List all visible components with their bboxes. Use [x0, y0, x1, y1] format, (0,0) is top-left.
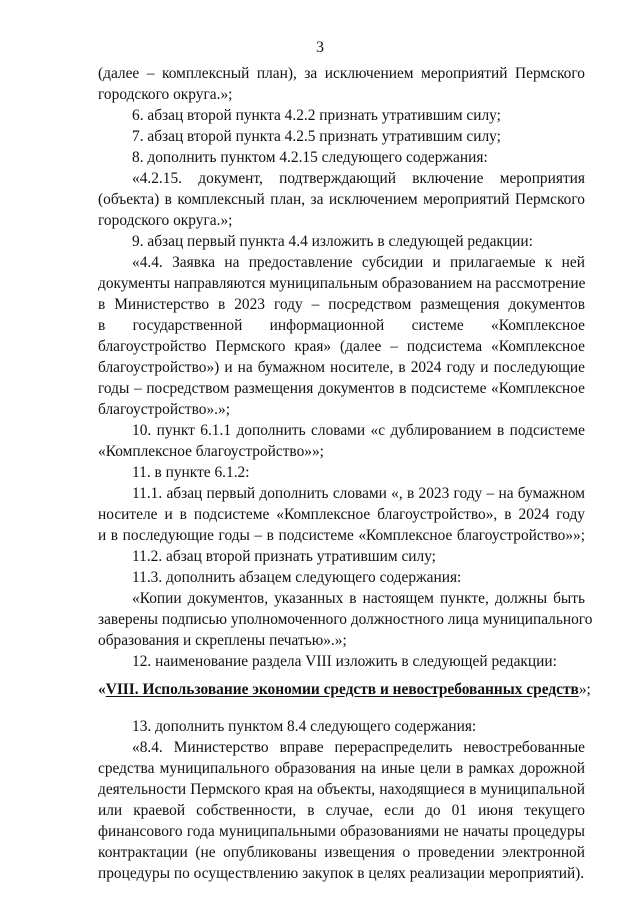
text-line: в государственной информационной системе «Комплексное — [98, 317, 585, 334]
text-line: процедуры по осуществлению закупок в целях реализации мероприятий). — [98, 865, 585, 882]
text-line: «4.2.15. документ, подтверждающий включение мероприятия — [132, 170, 585, 187]
page-number: 3 — [316, 39, 324, 56]
text-line: 6. абзац второй пункта 4.2.2 признать утратившим силу; — [132, 107, 501, 124]
text-line: годы – посредством размещения документов в подсистеме «Комплексное — [98, 380, 585, 397]
text-line: в Министерство в 2023 году – посредством размещения документов — [98, 296, 585, 313]
text-line: 13. дополнить пунктом 8.4 следующего содержания: — [132, 718, 477, 735]
text-line: заверены подписью уполномоченного должностного лица муниципального — [98, 611, 593, 628]
text-line: 12. наименование раздела VIII изложить в следующей редакции: — [132, 653, 557, 670]
text-line: и в последующие годы – в подсистеме «Комплексное благоустройство»»; — [98, 527, 585, 544]
text-line: контрактации (не опубликованы извещения о проведении электронной — [98, 844, 585, 861]
heading-text: VIII. Использование экономии средств и невостребованных средств — [105, 681, 579, 698]
text-line: 11.2. абзац второй признать утратившим силу; — [132, 548, 436, 565]
text-line: благоустройство») и на бумажном носителе, в 2024 году и последующие — [98, 359, 585, 376]
text-line: благоустройство».»; — [98, 401, 230, 418]
text-line: 11. в пункте 6.1.2: — [132, 464, 250, 481]
text-line: городского округа.»; — [98, 86, 233, 103]
section-heading — [98, 680, 591, 700]
text-line: образования и скреплены печатью».»; — [98, 632, 347, 649]
text-line: деятельности Пермского края на объекты, находящиеся в муниципальной — [98, 781, 585, 798]
text-line: 10. пункт 6.1.1 дополнить словами «с дублированием в подсистеме — [132, 422, 585, 439]
heading-open-quote: « — [98, 681, 106, 698]
text-line: городского округа.»; — [98, 212, 233, 229]
text-line: «Комплексное благоустройство»»; — [98, 443, 324, 460]
text-line: «4.4. Заявка на предоставление субсидии и прилагаемые к ней — [132, 254, 585, 271]
text-line: 8. дополнить пунктом 4.2.15 следующего содержания: — [132, 149, 488, 166]
text-line: документы направляются муниципальным образованием на рассмотрение — [98, 275, 586, 292]
text-line: «Копии документов, указанных в настоящем пункте, должны быть — [132, 590, 585, 607]
text-line: 11.3. дополнить абзацем следующего содержания: — [132, 569, 462, 586]
text-line: «8.4. Министерство вправе перераспределить невостребованные — [132, 739, 585, 756]
text-line: носителе и в подсистеме «Комплексное благоустройство», в 2024 году — [98, 506, 585, 523]
text-line: средства муниципального образования на иные цели в рамках дорожной — [98, 760, 585, 777]
text-line: или краевой собственности, в случае, если до 01 июня текущего — [98, 802, 585, 819]
text-line: 11.1. абзац первый дополнить словами «, в 2023 году – на бумажном — [132, 485, 585, 502]
heading-close-quote: »; — [578, 681, 591, 698]
text-line: (объекта) в комплексный план, за исключением мероприятий Пермского — [98, 191, 585, 208]
text-line: (далее – комплексный план), за исключением мероприятий Пермского — [98, 65, 585, 82]
text-line: благоустройство Пермского края» (далее – подсистема «Комплексное — [98, 338, 585, 355]
text-line: 9. абзац первый пункта 4.4 изложить в следующей редакции: — [132, 233, 533, 250]
text-line: 7. абзац второй пункта 4.2.5 признать утратившим силу; — [132, 128, 501, 145]
text-line: финансового года муниципальными образованиями не начаты процедуры — [98, 823, 585, 840]
